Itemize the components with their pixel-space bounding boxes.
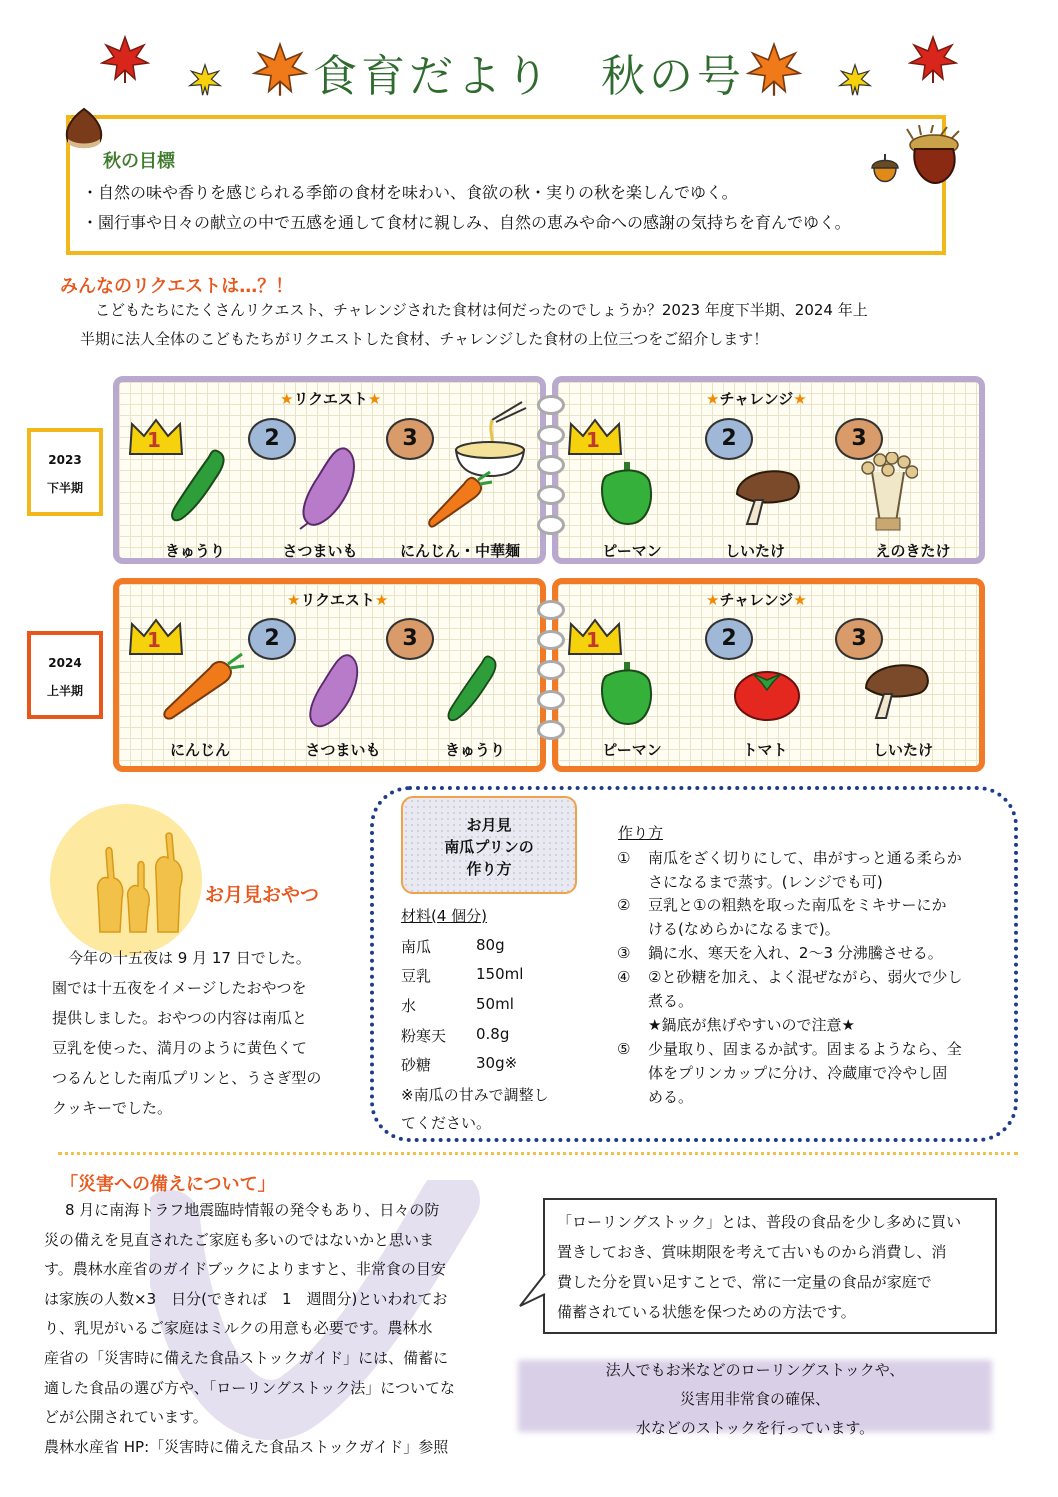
binder-ring — [537, 515, 565, 535]
medal-rank-3: 3 — [835, 418, 883, 460]
enoki-icon — [858, 452, 918, 532]
step-text: ②と砂糖を加え、よく混ぜながら、弱火で少し — [648, 968, 963, 986]
disaster-text: 適した食品の選び方や、「ローリングストック法」についてな — [44, 1379, 456, 1397]
disaster-text: は家族の人数×3 日分(できれば 1 週間分)といわれてお — [44, 1290, 448, 1308]
panel-title-challenge: ★チャレンジ★ — [706, 390, 807, 408]
step-number: ③ — [617, 944, 631, 962]
callout-text: 費した分を買い足すことで、常に一定量の食品が家庭で — [557, 1273, 932, 1291]
material-amount: 150ml — [476, 965, 524, 983]
material-name: 粉寒天 — [401, 1027, 447, 1045]
goal-item: ・園行事や日々の献立の中で五感を通して食材に親しみ、自然の恵みや命への感謝の気持ちを育んでゆく。 — [82, 213, 851, 232]
step-text: 体をプリンカップに分け、冷蔵庫で冷やし固 — [648, 1064, 948, 1082]
step-number: ④ — [617, 968, 631, 986]
requests-intro: 半期に法人全体のこどもたちがリクエストした食材、チャレンジした食材の上位三つをご紹介します！ — [80, 330, 769, 348]
binder-ring — [537, 455, 565, 475]
disaster-text: どが公開されています。 — [44, 1408, 208, 1426]
rank-number: 1 — [147, 628, 161, 652]
disaster-heading: 「災害への備えについて」 — [60, 1174, 276, 1195]
disaster-text: 8 月に南海トラフ地震臨時情報の発令もあり、日々の防 — [65, 1201, 440, 1219]
cucumber-icon — [442, 648, 506, 728]
rank-number: 1 — [586, 628, 600, 652]
material-name: 水 — [401, 997, 417, 1015]
step-number: ① — [617, 849, 631, 867]
organization-note: 法人でもお米などのローリングストックや、 — [605, 1361, 905, 1379]
step-text: 豆乳と①の粗熱を取った南瓜をミキサーにか — [648, 896, 947, 914]
sweet-potato-icon — [302, 652, 366, 732]
cucumber-icon — [165, 445, 235, 525]
food-label: にんじん・中華麺 — [399, 542, 520, 560]
otsukimi-text: 今年の十五夜は 9 月 17 日でした。 — [68, 949, 311, 967]
otsukimi-text: クッキーでした。 — [52, 1099, 173, 1117]
recipe-title: お月見 — [466, 816, 512, 834]
acorn-icon — [868, 152, 902, 196]
material-amount: 30g※ — [476, 1054, 518, 1072]
step-text: ★鍋底が焦げやすいので注意★ — [648, 1016, 855, 1034]
callout-text: 置きしておき、賞味期限を考えて古いものから消費し、消 — [557, 1243, 947, 1261]
food-label: きゅうり — [444, 741, 505, 759]
binder-ring — [537, 485, 565, 505]
step-text: 南瓜をざく切りにして、串がすっと通る柔らか — [648, 849, 962, 867]
food-label: さつまいも — [305, 741, 381, 759]
tomato-icon — [733, 660, 801, 722]
year-half: 下半期 — [46, 481, 83, 495]
year-number: 2024 — [48, 656, 82, 670]
medal-rank-3: 3 — [386, 418, 434, 460]
food-label: しいたけ — [724, 542, 785, 560]
disaster-text: す。農林水産省のガイドブックによりますと、非常食の目安 — [44, 1260, 446, 1278]
step-text: 少量取り、固まるか試す。固まるようなら、全 — [648, 1040, 962, 1058]
binder-ring — [537, 630, 565, 650]
food-label: トマト — [742, 741, 788, 759]
material-name: 砂糖 — [401, 1056, 432, 1074]
food-label: ピーマン — [602, 542, 662, 560]
requests-intro: こどもたちにたくさんリクエスト、チャレンジされた食材は何だったのでしょうか？2023 年度下半期、2024 年上 — [95, 301, 868, 319]
section-divider — [58, 1152, 1018, 1155]
material-amount: 0.8g — [476, 1025, 510, 1043]
binder-ring — [537, 600, 565, 620]
recipe-note: ※南瓜の甘みで調整し — [401, 1086, 549, 1104]
chestnut-icon — [60, 105, 108, 153]
requests-heading: みんなのリクエストは…？！ — [60, 276, 294, 297]
recipe-title: 作り方 — [466, 860, 512, 878]
binder-ring — [537, 690, 565, 710]
year-number: 2023 — [48, 453, 82, 467]
medal-rank-2: 2 — [705, 418, 753, 460]
ginkgo-leaf-icon — [835, 60, 875, 100]
year-half: 上半期 — [46, 684, 83, 698]
medal-rank-3: 3 — [835, 618, 883, 660]
step-text: ける(なめらかになるまで)。 — [648, 920, 840, 938]
green-pepper-icon — [598, 660, 656, 728]
material-amount: 80g — [476, 936, 505, 954]
ramen-bowl-icon — [452, 400, 528, 478]
sweet-potato-icon — [296, 445, 362, 531]
food-label: さつまいも — [282, 542, 358, 560]
shiitake-icon — [862, 660, 932, 722]
binder-ring — [537, 660, 565, 680]
otsukimi-text: つるんとした南瓜プリンと、うさぎ型の — [52, 1069, 322, 1087]
food-label: えのきたけ — [875, 542, 951, 560]
otsukimi-text: 提供しました。おやつの内容は南瓜と — [52, 1009, 308, 1027]
otsukimi-text: 豆乳を使った、満月のように黄色くて — [52, 1039, 308, 1057]
callout-tail — [518, 1272, 548, 1308]
step-text: 鍋に水、寒天を入れ、2～3 分沸騰させる。 — [648, 944, 943, 962]
material-name: 豆乳 — [401, 967, 432, 985]
step-text: める。 — [648, 1088, 694, 1106]
year-label-2024 — [27, 631, 103, 719]
food-label: しいたけ — [872, 741, 933, 759]
medal-rank-2: 2 — [248, 418, 296, 460]
disaster-text: 産省の「災害時に備えた食品ストックガイド」には、備蓄に — [44, 1349, 449, 1367]
green-pepper-icon — [598, 460, 656, 528]
binder-ring — [537, 720, 565, 740]
panel-title-request: ★リクエスト★ — [280, 390, 382, 408]
disaster-text: り、乳児がいるご家庭はミルクの用意も必要です。農林水 — [44, 1319, 433, 1337]
rank-number: 1 — [147, 428, 161, 452]
goals-heading: 秋の目標 — [103, 151, 175, 172]
step-text: さになるまで蒸す。(レンジでも可) — [648, 873, 883, 891]
recipe-title: 南瓜プリンの — [444, 838, 534, 856]
panel-title-request: ★リクエスト★ — [287, 591, 389, 609]
organization-note: 水などのストックを行っています。 — [635, 1419, 875, 1437]
binder-ring — [537, 395, 565, 415]
food-label: にんじん — [169, 741, 230, 759]
callout-text: 備蓄されている状態を保つための方法です。 — [557, 1303, 856, 1321]
material-amount: 50ml — [476, 995, 514, 1013]
chestnut-bur-icon — [905, 125, 963, 185]
recipe-note: てください。 — [401, 1114, 492, 1132]
year-label-2023 — [27, 428, 103, 516]
step-number: ② — [617, 896, 631, 914]
shiitake-icon — [733, 466, 803, 528]
carrot-icon — [160, 650, 246, 722]
food-label: ピーマン — [602, 741, 662, 759]
material-name: 南瓜 — [401, 938, 432, 956]
materials-heading: 材料(4 個分) — [401, 907, 488, 925]
page-title: 食育だより 秋の号 — [313, 51, 745, 102]
medal-rank-2: 2 — [248, 618, 296, 660]
disaster-reference: 農林水産省 HP:「災害時に備えた食品ストックガイド」参照 — [44, 1438, 449, 1456]
steps-heading: 作り方 — [618, 824, 664, 842]
binder-ring — [537, 425, 565, 445]
goal-item: ・自然の味や香りを感じられる季節の食材を味わい、食欲の秋・実りの秋を楽しんでゆく。 — [82, 183, 738, 202]
rank-number: 1 — [586, 428, 600, 452]
medal-rank-3: 3 — [386, 618, 434, 660]
organization-note: 災害用非常食の確保、 — [679, 1390, 830, 1408]
otsukimi-text: 園では十五夜をイメージしたおやつを — [52, 979, 307, 997]
maple-leaf-icon — [746, 42, 802, 98]
step-number: ⑤ — [617, 1040, 631, 1058]
maple-leaf-icon — [908, 35, 958, 85]
step-text: 煮る。 — [648, 992, 694, 1010]
recipe-title-box — [401, 796, 577, 894]
food-label: きゅうり — [164, 542, 225, 560]
disaster-text: 災の備えを見直されたご家庭も多いのではないかと思いま — [44, 1231, 435, 1249]
carrot-icon — [424, 470, 494, 530]
otsukimi-heading: お月見おやつ — [205, 884, 320, 906]
medal-rank-2: 2 — [705, 618, 753, 660]
callout-text: 「ローリングストック」とは、普段の食品を少し多めに買い — [557, 1213, 962, 1231]
rabbit-silhouette-icon — [80, 832, 200, 942]
panel-title-challenge: ★チャレンジ★ — [706, 591, 807, 609]
